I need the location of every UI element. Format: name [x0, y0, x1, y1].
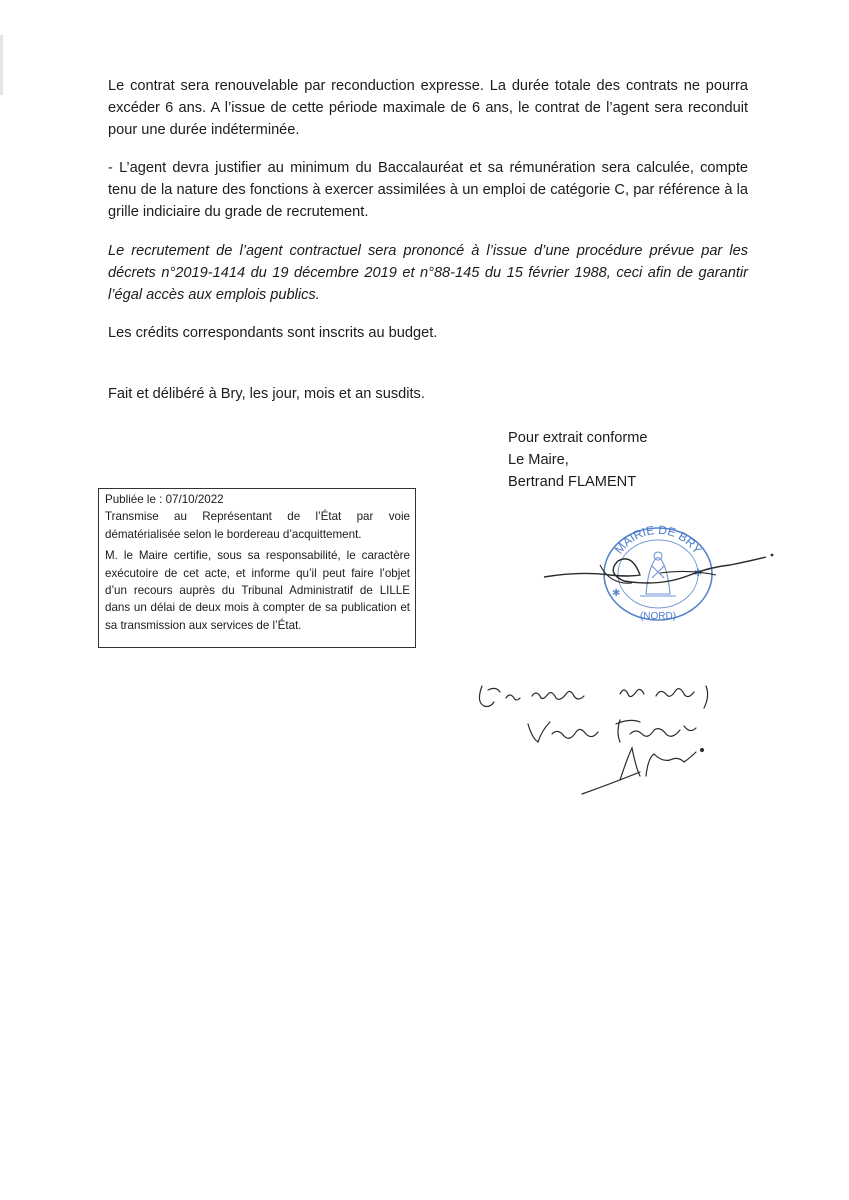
- svg-text:✱: ✱: [694, 568, 703, 579]
- certification-note: M. le Maire certifie, sous sa responsabilité, le caractère exécutoire de cet acte, et informe qu’il peut faire l’objet d’un recours auprès du Tribunal Administratif de LILLE dans un délai de deux mois à compter de sa publication et sa transmission aux services de l’État.: [105, 549, 410, 632]
- publication-notice-box: [98, 488, 416, 648]
- publication-date: Publiée le : 07/10/2022: [105, 493, 224, 506]
- svg-text:✱: ✱: [612, 588, 621, 599]
- stamp-top-text: MAIRIE DE BRY: [611, 522, 705, 557]
- signature-line-name: Bertrand FLAMENT: [508, 474, 637, 490]
- paragraph-budget: Les crédits correspondants sont inscrits au budget.: [108, 325, 438, 341]
- paragraph-agent-requirements: - L’agent devra justifier au minimum du Baccalauréat et sa rémunération sera calculée, compte tenu de la nature des fonctions à exercer assimilées à un emploi de catégorie C, par référence à la grille indiciaire du grade de recrutement.: [108, 160, 748, 220]
- paragraph-recruitment-procedure: Le recrutement de l’agent contractuel sera prononcé à l’issue d’une procédure prévue par les décrets n°2019-1414 du 19 décembre 2019 et n°88-145 du 15 février 1988, ceci afin de garantir l’égal accès aux emplois publics.: [108, 243, 748, 303]
- secretary-handwritten-note: [470, 672, 730, 802]
- signature-line-title: Le Maire,: [508, 452, 569, 468]
- paragraph-closing: Fait et délibéré à Bry, les jour, mois et an susdits.: [108, 386, 425, 402]
- transmission-note: Transmise au Représentant de l’État par voie dématérialisée selon le bordereau d’acquittement.: [105, 510, 410, 541]
- signature-line-extract: Pour extrait conforme: [508, 430, 648, 446]
- paragraph-contract-renewal: Le contrat sera renouvelable par reconduction expresse. La durée totale des contrats ne pourra excéder 6 ans. A l’issue de cette période maximale de 6 ans, le contrat de l’agent sera reconduit pour une durée indéterminée.: [108, 78, 748, 138]
- scan-edge-mark: [0, 35, 3, 95]
- mayor-handwritten-signature: [540, 545, 780, 595]
- stamp-bottom-text: (NORD): [639, 611, 677, 622]
- mayor-signature-block: [508, 427, 648, 493]
